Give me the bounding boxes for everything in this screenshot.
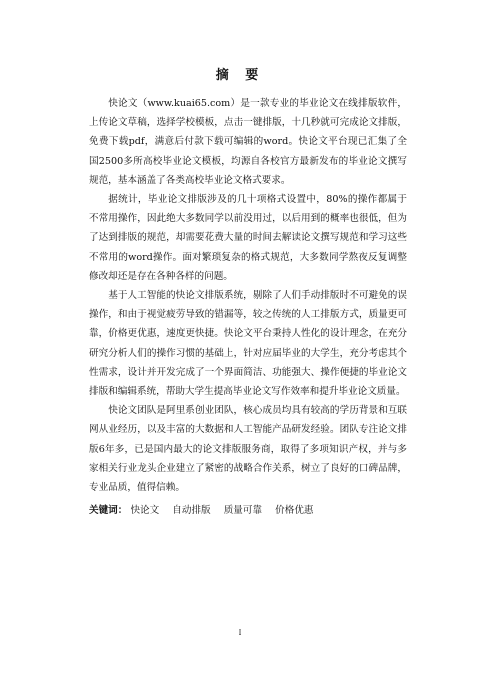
keywords-label: 关键词：	[89, 505, 128, 516]
keyword-item: 自动排版	[172, 505, 211, 516]
keyword-item: 价格优惠	[275, 505, 314, 516]
abstract-title: 摘 要	[215, 68, 265, 83]
keywords-line	[89, 503, 407, 519]
paragraph-3: 基于人工智能的快论文排版系统，剔除了人们手动排版时不可避免的误操作，和由于视觉疲劳导致的错漏等，较之传统的人工排版方式，质量更可靠，价格更优惠，速度更快捷。快论文平台秉持人性化的设计理念，在充分研究分析人们的操作习惯的基础上，针对应届毕业的大学生，充分考虑其个性需求，设计并开发完成了一个界面简洁、功能强大、操作便捷的毕业论文排版和编辑系统，帮助大学生提高毕业论文写作效率和提升毕业论文质量。	[89, 290, 407, 398]
paragraph-4: 快论文团队是阿里系创业团队，核心成员均具有较高的学历背景和互联网从业经历，以及丰富的大数据和人工智能产品研发经验。团队专注论文排版6年多，已是国内最大的论文排版服务商，取得了多项知识产权，并与多家相关行业龙头企业建立了紧密的战略合作关系，树立了良好的口碑品牌，专业品质，值得信赖。	[89, 405, 407, 494]
keyword-item: 快论文	[130, 505, 160, 516]
page-number: I	[238, 629, 242, 637]
abstract-body	[89, 94, 407, 497]
paragraph-2: 据统计，毕业论文排版涉及的几十项格式设置中，80%的操作都属于不常用操作，因此绝大多数同学以前没用过，以后用到的概率也很低，但为了达到排版的规范，却需要花费大量的时间去解读论文撰写规范和学习这些不常用的word操作。面对繁琐复杂的格式规范，大多数同学熬夜反复调整修改却还是存在各种各样的问题。	[89, 194, 407, 282]
keyword-item: 质量可靠	[223, 505, 263, 516]
paragraph-1: 快论文（www.kuai65.com）是一款专业的毕业论文在线排版软件，上传论文草稿，选择学校模板，点击一键排版，十几秒就可完成论文排版，免费下载pdf，满意后付款下载可编辑的word。快论文平台现已汇集了全国2500多所高校毕业论文模板，均源自各校官方最新发布的毕业论文撰写规范，基本涵盖了各类高校毕业论文格式要求。	[89, 98, 407, 186]
